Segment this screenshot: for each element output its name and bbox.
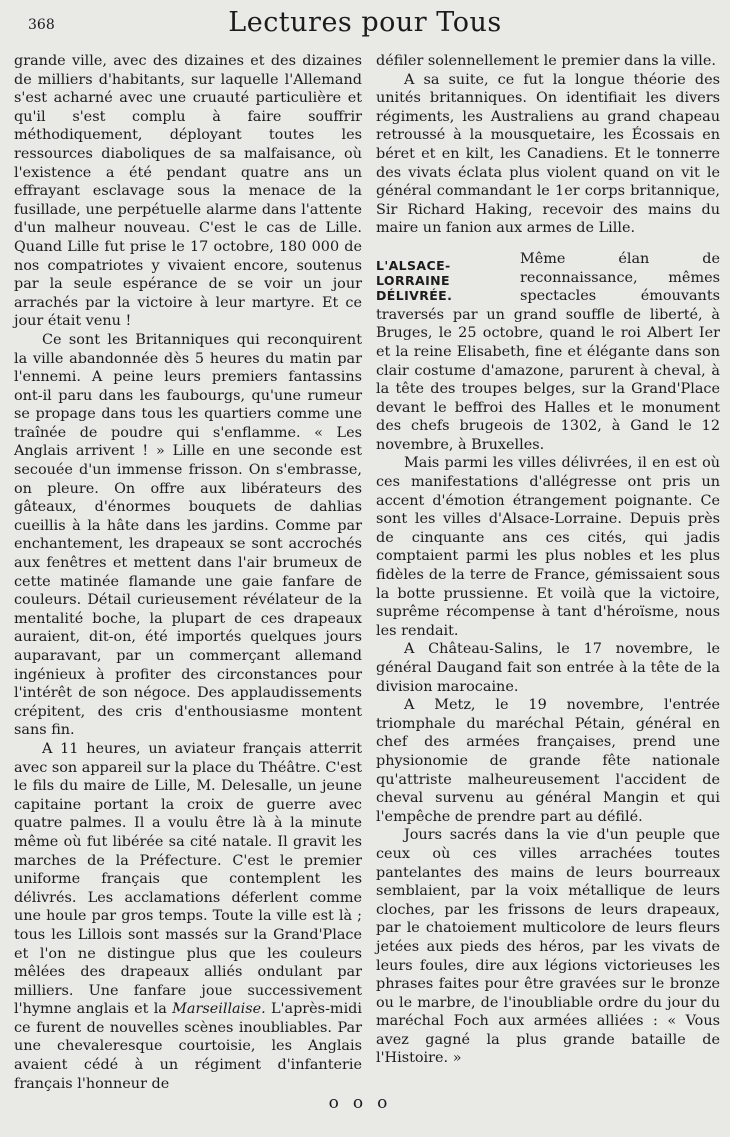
paragraph-text: L'après-midi ce furent de nouvelles scènes inoubliables. Par une chevaleresque courtoisie, les Anglais avaient cédé à un régiment d'infanterie français l'honneur de [14,1001,362,1092]
left-column [14,52,362,1093]
page-number: 368 [28,17,55,33]
paragraph: Mais parmi les villes délivrées, il en est où ces manifestations d'allégresse ont pris un accent d'émotion étrangement poignante. Ce sont les villes d'Alsace-Lorraine. Depuis près de cinquante ans ces cités, qui jadis comptaient parmi les plus nobles et les plus fidèles de la terre de France, gémissaient sous la botte prussienne. Et voilà que la victoire, suprême récompense à tant d'héroïsme, nous les rendait. [376,455,720,639]
paragraph: Ce sont les Britanniques qui reconquirent la ville abandonnée dès 5 heures du matin par l'ennemi. A peine leurs premiers fantassins ont-il paru dans les faubourgs, qu'une rumeur se propage dans tous les quartiers comme une traînée de poudre qui s'enflamme. « Les Anglais arrivent ! » Lille en une seconde est secouée d'un immense frisson. On s'embrasse, on pleure. On offre aux libérateurs des gâteaux, d'énormes bouquets de dahlias cueillis à la hâte dans les jardins. Comme par enchantement, les drapeaux se sont accrochés aux fenêtres et mettent dans l'air brumeux de cette matinée flamande une gaie fanfare de couleurs. Détail curieusement révélateur de la mentalité boche, la plupart de ces drapeaux auraient, dit-on, été importés quelques jours auparavant, par un commerçant allemand ingénieux à profiter des circonstances pour l'intérêt de son négoce. Des applaudissements crépitent, des cris d'enthousiasme montent sans fin. [14,331,362,739]
paragraph: grande ville, avec des dizaines et des dizaines de milliers d'habitants, sur laquelle l'Allemand s'est acharné avec une cruauté particulière et qu'il s'est complu à faire souffrir méthodiquement, déployant toutes les ressources diaboliques de sa malfaisance, où l'existence a été pendant quatre ans un effrayant esclavage sous la menace de la fusillade, une perpétuelle alarme dans l'attente d'un malheur nouveau. C'est le cas de Lille. Quand Lille fut prise le 17 octobre, 180 000 de nos compatriotes y vivaient encore, soutenus par la seule espérance de se voir un jour arrachés par la victoire à leur martyre. Et ce jour était venu ! [14,53,362,330]
running-title: Lectures pour Tous [228,7,502,38]
paragraph: Jours sacrés dans la vie d'un peuple que ceux où ces villes arrachées toutes pantelantes des mains de leurs bourreaux semblaient, par la voix métallique de leurs cloches, par les frissons de leurs drapeaux, par le chatoiement multicolore de leurs fleurs jetées aux pieds des héros, par les vivats de leurs foules, dire aux légions victorieuses les phrases faites pour être gravées sur le bronze ou le marbre, de l'inoubliable ordre du jour du maréchal Foch aux armées alliées : « Vous avez gagné la plus grande bataille de l'Histoire. » [376,827,720,1067]
paragraph: Même élan de reconnaissance, mêmes spectacles émouvants traversés par un grand souffle de liberté, à Bruges, le 25 octobre, quand le roi Albert Ier et la reine Elisabeth, fine et élégante dans son clair costume d'amazone, parurent à cheval, à la tête des troupes belges, sur la Grand'Place devant le beffroi des Halles et le monument des chefs brugeois de 1302, à Gand le 12 novembre, à Bruxelles. [376,250,720,453]
section-heading [376,258,508,303]
heading-line: DÉLIVRÉE. [376,287,453,303]
paragraph-text: A 11 heures, un aviateur français atterrit avec son appareil sur la place du Théâtre. C'est le fils du maire de Lille, M. Delesalle, un jeune capitaine portant la croix de guerre avec quatre palmes. Il a voulu être là à la minute même où fut libérée sa cité natale. Il gravit les marches de la Préfecture. C'est le premier uniforme français que contemplent les délivrés. Les acclamations déferlent comme une houle par gros temps. Toute la ville est là ; tous les Lillois sont massés sur la Grand'Place et l'on ne distingue plus que les couleurs mêlées des drapeaux alliés ondulant par milliers. Une fanfare joue successivement l'hymne anglais et la [14,740,362,1018]
paragraph: défiler solennellement le premier dans la ville. [376,53,716,69]
page-header [0,8,730,44]
heading-line: LORRAINE [376,272,450,288]
paragraph: A Château-Salins, le 17 novembre, le général Daugand fait son entrée à la tête de la division marocaine. [376,641,720,695]
paragraph: A Metz, le 19 novembre, l'entrée triomphale du maréchal Pétain, général en chef des armées françaises, prend une physionomie de grande fête nationale qu'attriste malheureusement l'accident de cheval survenu au général Mangin et qui l'empêche de prendre part au défilé. [376,697,720,825]
paragraph [14,740,362,1093]
spacer [376,238,720,250]
emphasis-text: Marseillaise. [172,1001,266,1018]
heading-line: L'ALSACE- [376,257,451,273]
paragraph: A sa suite, ce fut la longue théorie des unités britanniques. On identifiait les divers régiments, les Australiens au grand chapeau retroussé à la mousquetaire, les Écossais en béret et en kilt, les Canadiens. Et le tonnerre des vivats éclata plus violent quand on vit le général commandant le 1er corps britannique, Sir Richard Haking, recevoir des mains du maire un fanion aux armes de Lille. [376,71,720,237]
footer-ornament: ooo [328,1093,402,1113]
right-column [376,52,720,1068]
